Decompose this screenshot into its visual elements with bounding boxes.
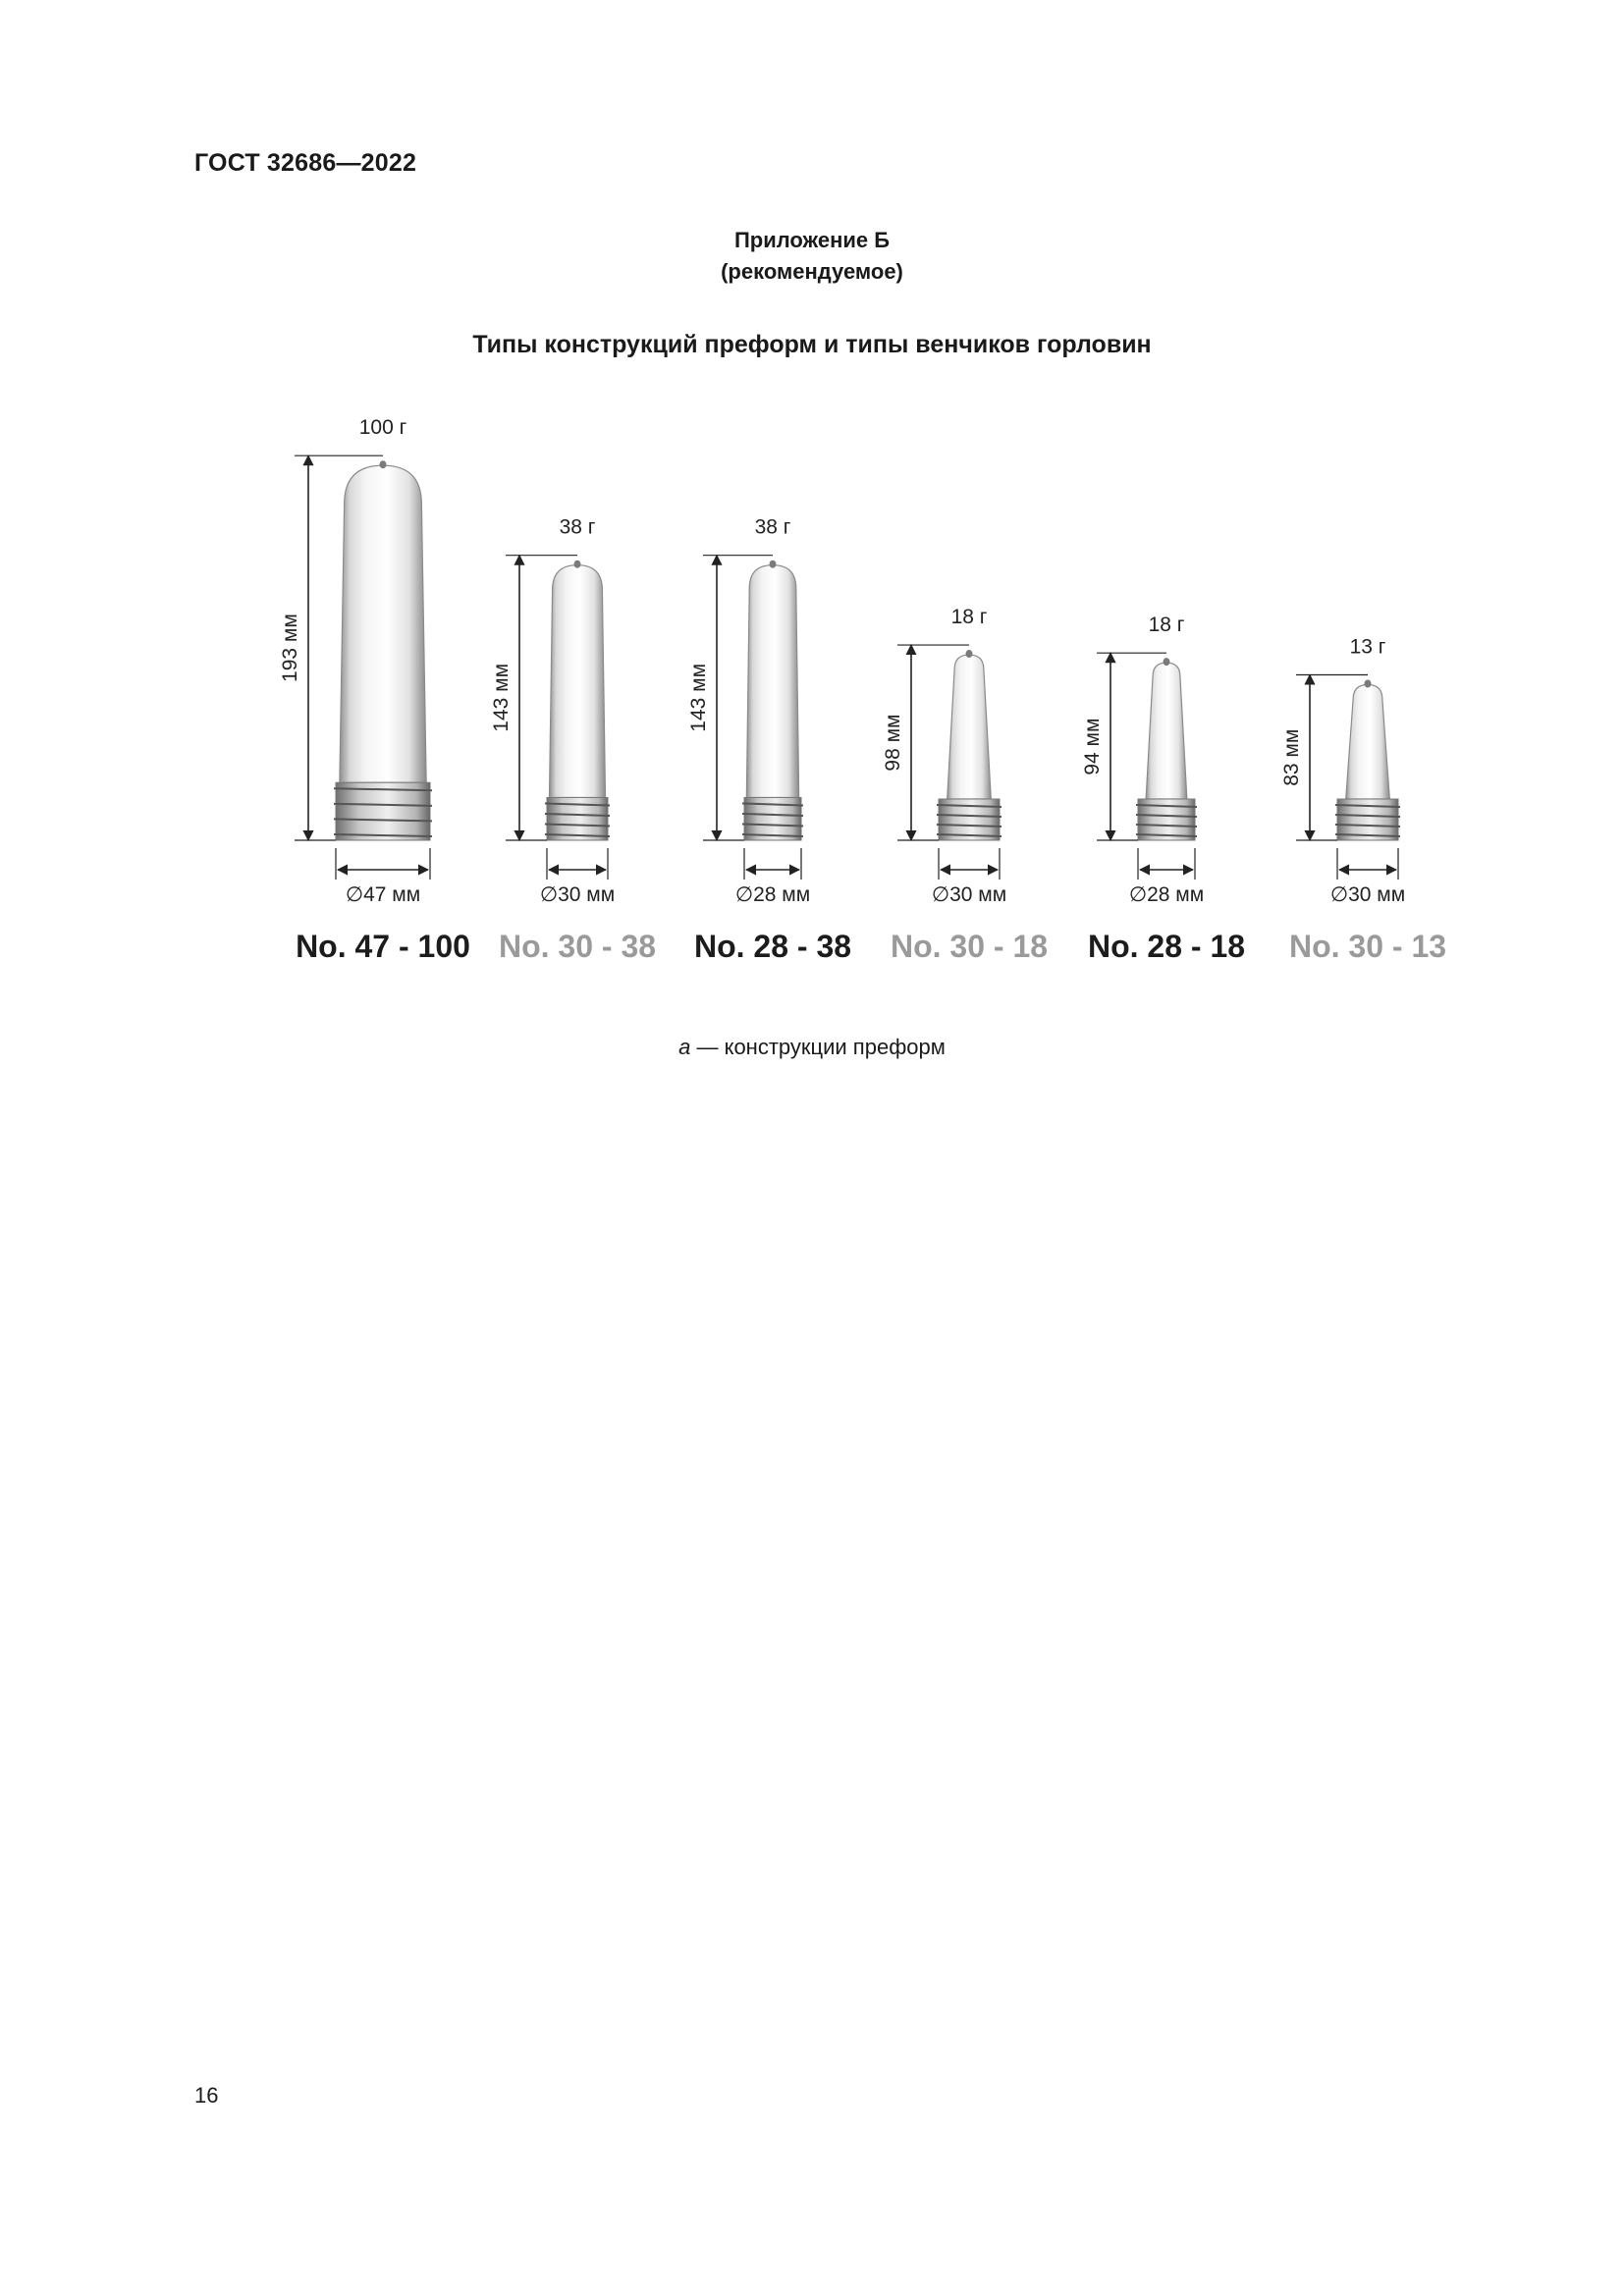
- preform-4: [882, 606, 1048, 964]
- document-header: ГОСТ 32686—2022: [194, 149, 417, 177]
- appendix-subtitle: (рекомендуемое): [721, 259, 903, 284]
- diameter-label: ∅30 мм: [931, 883, 1007, 906]
- section-title: Типы конструкций преформ и типы венчиков горловин: [472, 331, 1152, 358]
- preform-tip: [1365, 680, 1372, 688]
- preform-6: [1280, 636, 1446, 964]
- height-label: 94 мм: [1081, 718, 1104, 775]
- height-label: 143 мм: [490, 663, 513, 732]
- weight-label: 38 г: [559, 515, 596, 539]
- weight-label: 13 г: [1349, 635, 1386, 659]
- diameter-label: ∅30 мм: [1329, 883, 1406, 906]
- preform-model-label: No. 30 - 18: [890, 929, 1049, 964]
- preform-model-label: No. 30 - 13: [1288, 929, 1447, 964]
- preform-tip: [966, 650, 973, 658]
- preform-tip: [770, 561, 777, 568]
- preform-model-label: No. 47 - 100: [296, 929, 470, 964]
- height-label: 98 мм: [882, 714, 904, 772]
- preform-tip: [1164, 658, 1170, 666]
- figure-caption: [0, 1035, 1624, 1060]
- preform-body: [947, 655, 992, 799]
- preform-1: [279, 416, 470, 964]
- height-label: 143 мм: [687, 663, 710, 732]
- preform-model-label: No. 28 - 18: [1087, 929, 1246, 964]
- caption-letter: а: [678, 1035, 691, 1059]
- preform-5: [1081, 614, 1245, 964]
- preform-3: [687, 516, 851, 964]
- caption-text: — конструкции преформ: [690, 1035, 946, 1059]
- diameter-label: ∅28 мм: [1128, 883, 1205, 906]
- diameter-label: ∅30 мм: [539, 883, 616, 906]
- weight-label: 100 г: [358, 416, 407, 440]
- preform-body: [746, 565, 798, 798]
- preform-neck: [336, 782, 430, 840]
- preform-body: [340, 465, 426, 782]
- height-label: 83 мм: [1280, 728, 1303, 786]
- diameter-label: ∅47 мм: [345, 883, 421, 906]
- preform-tip: [380, 460, 387, 468]
- preform-body: [1346, 685, 1390, 799]
- preform-model-label: No. 28 - 38: [693, 929, 852, 964]
- preform-tip: [574, 561, 581, 568]
- preform-2: [490, 516, 656, 964]
- page-number: 16: [194, 2083, 219, 2108]
- preform-model-label: No. 30 - 38: [498, 929, 657, 964]
- preform-figure: [0, 0, 1624, 1021]
- weight-label: 18 г: [950, 606, 988, 629]
- weight-label: 18 г: [1148, 614, 1185, 637]
- appendix-title: Приложение Б: [733, 228, 891, 252]
- preform-body: [1146, 663, 1187, 799]
- preform-body: [549, 565, 605, 798]
- diameter-label: ∅28 мм: [734, 883, 811, 906]
- weight-label: 38 г: [754, 515, 791, 539]
- height-label: 193 мм: [279, 614, 301, 682]
